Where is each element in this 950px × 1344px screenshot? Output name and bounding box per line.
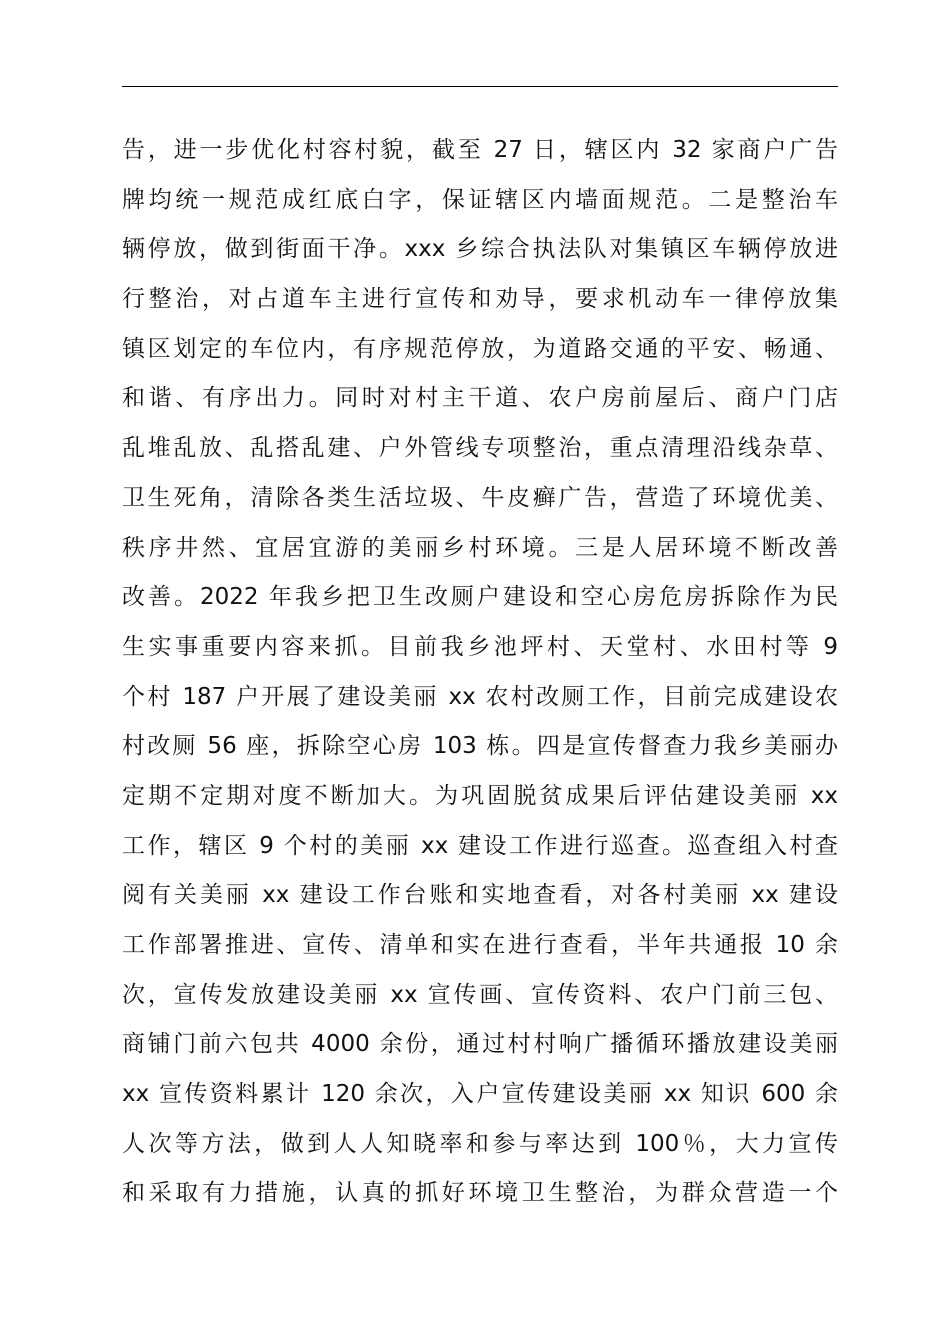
text-line: 生实事重要内容来抓。目前我乡池坪村、天堂村、水田村等 9 [122, 633, 838, 660]
text-line: 个村 187 户开展了建设美丽 xx 农村改厕工作，目前完成建设农 [122, 683, 838, 710]
text-line: 和采取有力措施，认真的抓好环境卫生整治，为群众营造一个 [122, 1180, 838, 1207]
text-line: 阅有关美丽 xx 建设工作台账和实地查看，对各村美丽 xx 建设 [122, 882, 838, 909]
text-line: 告，进一步优化村容村貌，截至 27 日，辖区内 32 家商户广告 [122, 137, 838, 163]
text-line: 人次等方法，做到人人知晓率和参与率达到 100％，大力宣传 [122, 1130, 838, 1157]
text-line: 秩序井然、宜居宜游的美丽乡村环境。三是人居环境不断改善 [122, 534, 838, 561]
text-line: 镇区划定的车位内，有序规范停放，为道路交通的平安、畅通、 [122, 335, 838, 362]
header-rule [122, 86, 838, 87]
text-line: 改善。2022 年我乡把卫生改厕户建设和空心房危房拆除作为民 [122, 584, 838, 611]
text-line: 卫生死角，清除各类生活垃圾、牛皮癣广告，营造了环境优美、 [122, 484, 838, 511]
document-body [122, 126, 838, 1219]
text-line: 村改厕 56 座，拆除空心房 103 栋。四是宣传督查力我乡美丽办 [122, 733, 838, 760]
text-line: 乱堆乱放、乱搭乱建、户外管线专项整治，重点清理沿线杂草、 [122, 435, 838, 462]
text-line: 牌均统一规范成红底白字，保证辖区内墙面规范。二是整治车 [122, 186, 838, 213]
text-line: 行整治，对占道车主进行宣传和劝导，要求机动车一律停放集 [122, 286, 838, 313]
text-line: 商铺门前六包共 4000 余份，通过村村响广播循环播放建设美丽 [122, 1031, 838, 1058]
text-line: 工作部署推进、宣传、清单和实在进行查看，半年共通报 10 余 [122, 932, 838, 958]
text-line: 和谐、有序出力。同时对村主干道、农户房前屋后、商户门店 [122, 385, 838, 412]
text-line: 工作，辖区 9 个村的美丽 xx 建设工作进行巡查。巡查组入村查 [122, 832, 838, 859]
text-line: 辆停放，做到街面干净。xxx 乡综合执法队对集镇区车辆停放进 [122, 236, 838, 263]
text-line: xx 宣传资料累计 120 余次，入户宣传建设美丽 xx 知识 600 余 [122, 1081, 838, 1108]
text-line: 定期不定期对度不断加大。为巩固脱贫成果后评估建设美丽 xx [122, 782, 838, 809]
text-line: 次，宣传发放建设美丽 xx 宣传画、宣传资料、农户门前三包、 [122, 981, 838, 1008]
